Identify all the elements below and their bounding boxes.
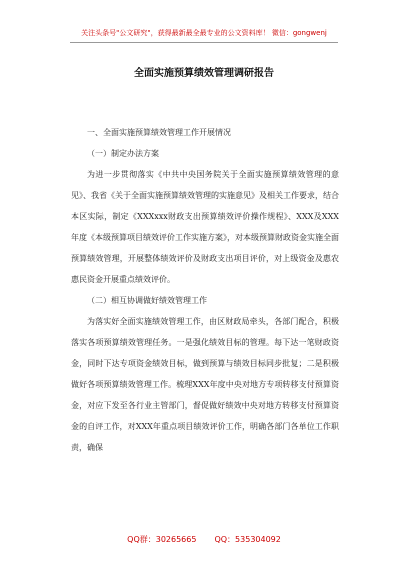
footer-qq-group: QQ群：30265665 — [127, 535, 197, 544]
paragraph-2: 为落实好全面实施绩效管理工作，由区财政局牵头，各部门配合，积极落实各项预算绩效管理任务。一是强化绩效目标的管理。每下达一笔财政资金，同时下达专项资金绩效目标，做到预算与绩效目标同步批复；二是积极做好各项预算绩效管理工作。梳理XXX年度中央对地方专项转移支付预算资金，对应下发至各行业主管部门，督促做好绩效中央对地方转移支付预算资金的自评工作，对XXX年重点项目绩效评价工作，明确各部门各单位工作职责，确保 — [71, 317, 339, 452]
paragraph-1: 为进一步贯彻落实《中共中央国务院关于全面实施预算绩效管理的意见》、我省《关于全面实施预算绩效管理的实施意见》及相关工作要求，结合本区实际，制定《XXXxxx财政支出预算绩效评价操作规程》、XXX及XXX年度《本级预算项目绩效评价工作实施方案》，对本级预算财政资金实施全面预算绩效管理，开展整体绩效评价及财政支出项目评价，对上级资金及惠农惠民资金开展重点绩效评价。 — [71, 170, 339, 284]
header-banner: 关注头条号"公文研究"，获得最新最全最专业的公文资料库！ 微信：gongwenj — [81, 29, 327, 37]
header-divider — [70, 42, 338, 43]
footer-qq: QQ：535304092 — [214, 535, 281, 544]
document-body — [71, 122, 339, 458]
section-heading-1: 一、全面实施预算绩效管理工作开展情况 — [87, 128, 231, 137]
subsection-heading-1: （一）制定办法方案 — [87, 149, 159, 158]
document-title: 全面实施预算绩效管理调研报告 — [134, 68, 274, 79]
subsection-heading-2: （二）相互协调做好绩效管理工作 — [87, 296, 207, 305]
footer-contact — [0, 535, 408, 545]
